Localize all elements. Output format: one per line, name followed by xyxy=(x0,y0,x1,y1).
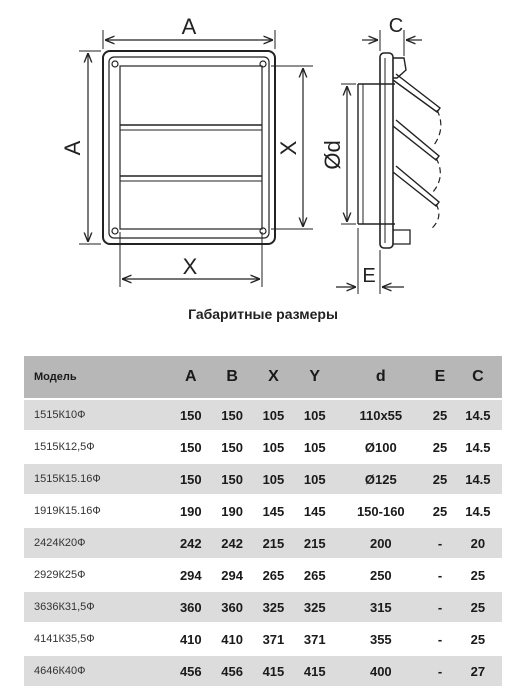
cell-d: 250 xyxy=(335,559,426,591)
cell-y: 215 xyxy=(294,527,335,559)
cell-y: 325 xyxy=(294,591,335,623)
label-e: E xyxy=(362,265,376,287)
cell-y: 265 xyxy=(294,559,335,591)
cell-e: - xyxy=(426,527,454,559)
cell-d: Ø125 xyxy=(335,463,426,495)
cell-e: - xyxy=(426,591,454,623)
table-row xyxy=(24,591,502,623)
frame-outer xyxy=(103,51,275,244)
cell-b: 360 xyxy=(211,591,252,623)
cell-d: 110х55 xyxy=(335,399,426,431)
cell-y: 371 xyxy=(294,623,335,655)
cell-c: 14.5 xyxy=(454,399,502,431)
cell-model: 1919К15.16Ф xyxy=(24,495,170,527)
cell-model: 1515К12,5Ф xyxy=(24,431,170,463)
cell-d: 315 xyxy=(335,591,426,623)
cell-c: 14.5 xyxy=(454,495,502,527)
table-row xyxy=(24,399,502,431)
cell-e: 25 xyxy=(426,431,454,463)
cell-c: 14.5 xyxy=(454,463,502,495)
label-d: Ød xyxy=(320,140,345,170)
cell-model: 4646К40Ф xyxy=(24,655,170,686)
table-row xyxy=(24,495,502,527)
cell-a: 242 xyxy=(170,527,211,559)
side-louver-2 xyxy=(393,120,439,160)
cell-d: 200 xyxy=(335,527,426,559)
cell-b: 150 xyxy=(211,399,252,431)
table-row xyxy=(24,463,502,495)
cell-a: 150 xyxy=(170,431,211,463)
cell-y: 105 xyxy=(294,463,335,495)
cell-e: 25 xyxy=(426,495,454,527)
cell-a: 190 xyxy=(170,495,211,527)
cell-c: 20 xyxy=(454,527,502,559)
screw-hole-tr xyxy=(260,61,266,67)
cell-b: 190 xyxy=(211,495,252,527)
table-row xyxy=(24,559,502,591)
cell-x: 105 xyxy=(253,463,294,495)
cell-e: - xyxy=(426,623,454,655)
frame-inner xyxy=(109,57,269,238)
cell-c: 25 xyxy=(454,623,502,655)
cell-a: 456 xyxy=(170,655,211,686)
cell-model: 1515К15.16Ф xyxy=(24,463,170,495)
cell-e: 25 xyxy=(426,463,454,495)
technical-drawing xyxy=(0,0,526,300)
table-row xyxy=(24,623,502,655)
cell-b: 150 xyxy=(211,431,252,463)
cell-d: 150-160 xyxy=(335,495,426,527)
table-row xyxy=(24,655,502,686)
cell-x: 145 xyxy=(253,495,294,527)
cell-model: 4141К35,5Ф xyxy=(24,623,170,655)
cell-c: 25 xyxy=(454,591,502,623)
header-model: Модель xyxy=(24,356,170,399)
swing-arc-2 xyxy=(433,158,440,192)
cell-model: 1515К10Ф xyxy=(24,399,170,431)
side-flange xyxy=(380,53,393,248)
label-c: C xyxy=(388,15,404,37)
cell-x: 265 xyxy=(253,559,294,591)
cell-model: 2424К20Ф xyxy=(24,527,170,559)
front-view xyxy=(79,30,313,287)
cell-a: 360 xyxy=(170,591,211,623)
label-x-bottom: X xyxy=(182,254,198,279)
cell-y: 415 xyxy=(294,655,335,686)
table-row xyxy=(24,527,502,559)
cell-b: 150 xyxy=(211,463,252,495)
cell-e: - xyxy=(426,559,454,591)
cell-model: 3636К31,5Ф xyxy=(24,591,170,623)
cell-c: 27 xyxy=(454,655,502,686)
swing-arc-1 xyxy=(434,110,441,145)
cell-a: 150 xyxy=(170,463,211,495)
header-a: A xyxy=(170,356,211,399)
header-d: d xyxy=(335,356,426,399)
cell-d: Ø100 xyxy=(335,431,426,463)
side-view xyxy=(336,30,441,294)
screw-hole-bl xyxy=(112,228,118,234)
cell-b: 242 xyxy=(211,527,252,559)
header-c: C xyxy=(454,356,502,399)
header-e: E xyxy=(426,356,454,399)
header-y: Y xyxy=(294,356,335,399)
cell-b: 410 xyxy=(211,623,252,655)
screw-hole-br xyxy=(260,228,266,234)
louver-opening xyxy=(120,66,262,229)
label-a-top: A xyxy=(181,14,197,39)
cell-e: - xyxy=(426,655,454,686)
cell-c: 25 xyxy=(454,559,502,591)
header-x: X xyxy=(253,356,294,399)
swing-arc-3 xyxy=(430,204,439,230)
cell-x: 105 xyxy=(253,431,294,463)
cell-model: 2929К25Ф xyxy=(24,559,170,591)
cell-x: 415 xyxy=(253,655,294,686)
cell-a: 150 xyxy=(170,399,211,431)
caption: Габаритные размеры xyxy=(188,306,338,322)
cell-x: 215 xyxy=(253,527,294,559)
cell-d: 355 xyxy=(335,623,426,655)
cell-c: 14.5 xyxy=(454,431,502,463)
dimensions-table xyxy=(24,356,502,686)
cell-y: 145 xyxy=(294,495,335,527)
cell-b: 294 xyxy=(211,559,252,591)
cell-a: 294 xyxy=(170,559,211,591)
table-header-row xyxy=(24,356,502,399)
side-louver-3 xyxy=(393,166,439,206)
cell-y: 105 xyxy=(294,399,335,431)
cell-x: 325 xyxy=(253,591,294,623)
label-a-left: A xyxy=(60,140,85,156)
cell-y: 105 xyxy=(294,431,335,463)
cell-d: 400 xyxy=(335,655,426,686)
table-row xyxy=(24,431,502,463)
header-b: B xyxy=(211,356,252,399)
cell-b: 456 xyxy=(211,655,252,686)
cell-a: 410 xyxy=(170,623,211,655)
cell-x: 105 xyxy=(253,399,294,431)
side-louver-1 xyxy=(393,74,440,112)
cell-x: 371 xyxy=(253,623,294,655)
screw-hole-tl xyxy=(112,61,118,67)
label-x-right: X xyxy=(276,140,301,156)
cell-e: 25 xyxy=(426,399,454,431)
